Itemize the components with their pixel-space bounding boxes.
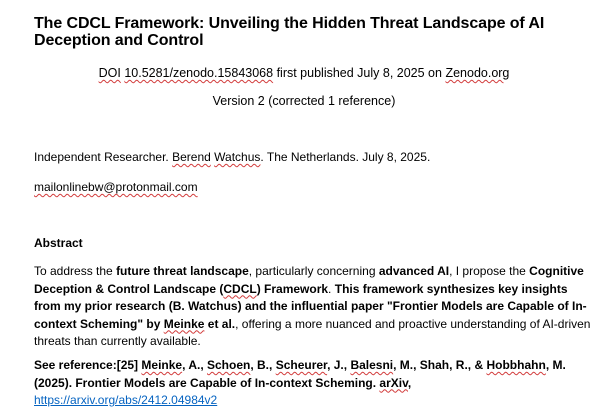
author-affiliation: Independent Researcher.	[34, 150, 169, 164]
author-location-date: . The Netherlands. July 8, 2025.	[260, 150, 431, 164]
reference-sep-2: , B.,	[250, 358, 273, 372]
reference-arxiv: arXiv	[379, 375, 408, 390]
reference-author-4: Balesni	[350, 358, 394, 372]
reference-prefix: See reference:[25]	[34, 358, 139, 372]
framework-synthesis-text: This framework synthesizes key insights from my prior research (B. Watchus) and the influential paper "Frontier Models are Capable of In-context Scheming" by	[34, 281, 587, 331]
doi-value: 10.5281/zenodo.15843068	[124, 66, 274, 80]
author-first-name: Berend	[172, 150, 211, 164]
cited-author-name: Meinke	[163, 316, 205, 331]
reference-sep-4: , M., Shah, R., &	[393, 358, 484, 372]
abstract-text-5: , offering a more nuanced and proactive understanding of AI-driven threats than currently available.	[34, 316, 591, 348]
author-email: mailonlinebw@protonmail.com	[34, 180, 198, 194]
reference-author-2: Schoen	[207, 358, 251, 372]
framework-name-end: ) Framework	[256, 281, 329, 296]
abstract-paragraph	[34, 263, 594, 351]
reference-sep-1: , A.,	[182, 358, 204, 372]
doi-middle-text: first published July 8, 2025 on	[276, 66, 442, 80]
abstract-bold-1: future threat landscape	[116, 264, 249, 278]
reference-author-3: Scheurer	[275, 358, 328, 372]
reference-sep-3: , J.,	[327, 358, 348, 372]
document-title: The CDCL Framework: Unveiling the Hidden Threat Landscape of AI Deception and Control	[34, 15, 545, 49]
reference-sep-6: ,	[407, 375, 412, 390]
abstract-text-3: , I propose the	[449, 264, 526, 278]
author-last-name: Watchus	[214, 150, 261, 164]
abstract-heading: Abstract	[34, 236, 83, 250]
author-line	[34, 149, 594, 167]
abstract-bold-2: advanced AI	[378, 264, 450, 278]
framework-name-start: Cognitive Deception & Control Landscape (	[34, 264, 584, 296]
doi-label: DOI	[98, 66, 121, 80]
reference-author-1: Meinke	[141, 358, 183, 372]
abstract-text-1: To address the	[34, 264, 113, 278]
doi-line	[0, 66, 608, 81]
reference-url-link[interactable]: https://arxiv.org/abs/2412.04984v2	[34, 393, 218, 407]
reference-author-5: Hobbhahn	[486, 358, 546, 372]
framework-acronym: CDCL	[223, 281, 257, 296]
zenodo-site: Zenodo.org	[445, 66, 510, 80]
reference-bold	[34, 358, 566, 390]
reference-paragraph	[34, 357, 594, 408]
reference-title: , M. (2025). Frontier Models are Capable of In-context Scheming.	[34, 358, 566, 390]
version-line: Version 2 (corrected 1 reference)	[212, 94, 396, 108]
abstract-text-4: .	[328, 281, 332, 296]
abstract-text-2: , particularly concerning	[248, 264, 376, 278]
cited-author-etal: et al.	[207, 316, 236, 331]
email-line	[34, 179, 594, 197]
